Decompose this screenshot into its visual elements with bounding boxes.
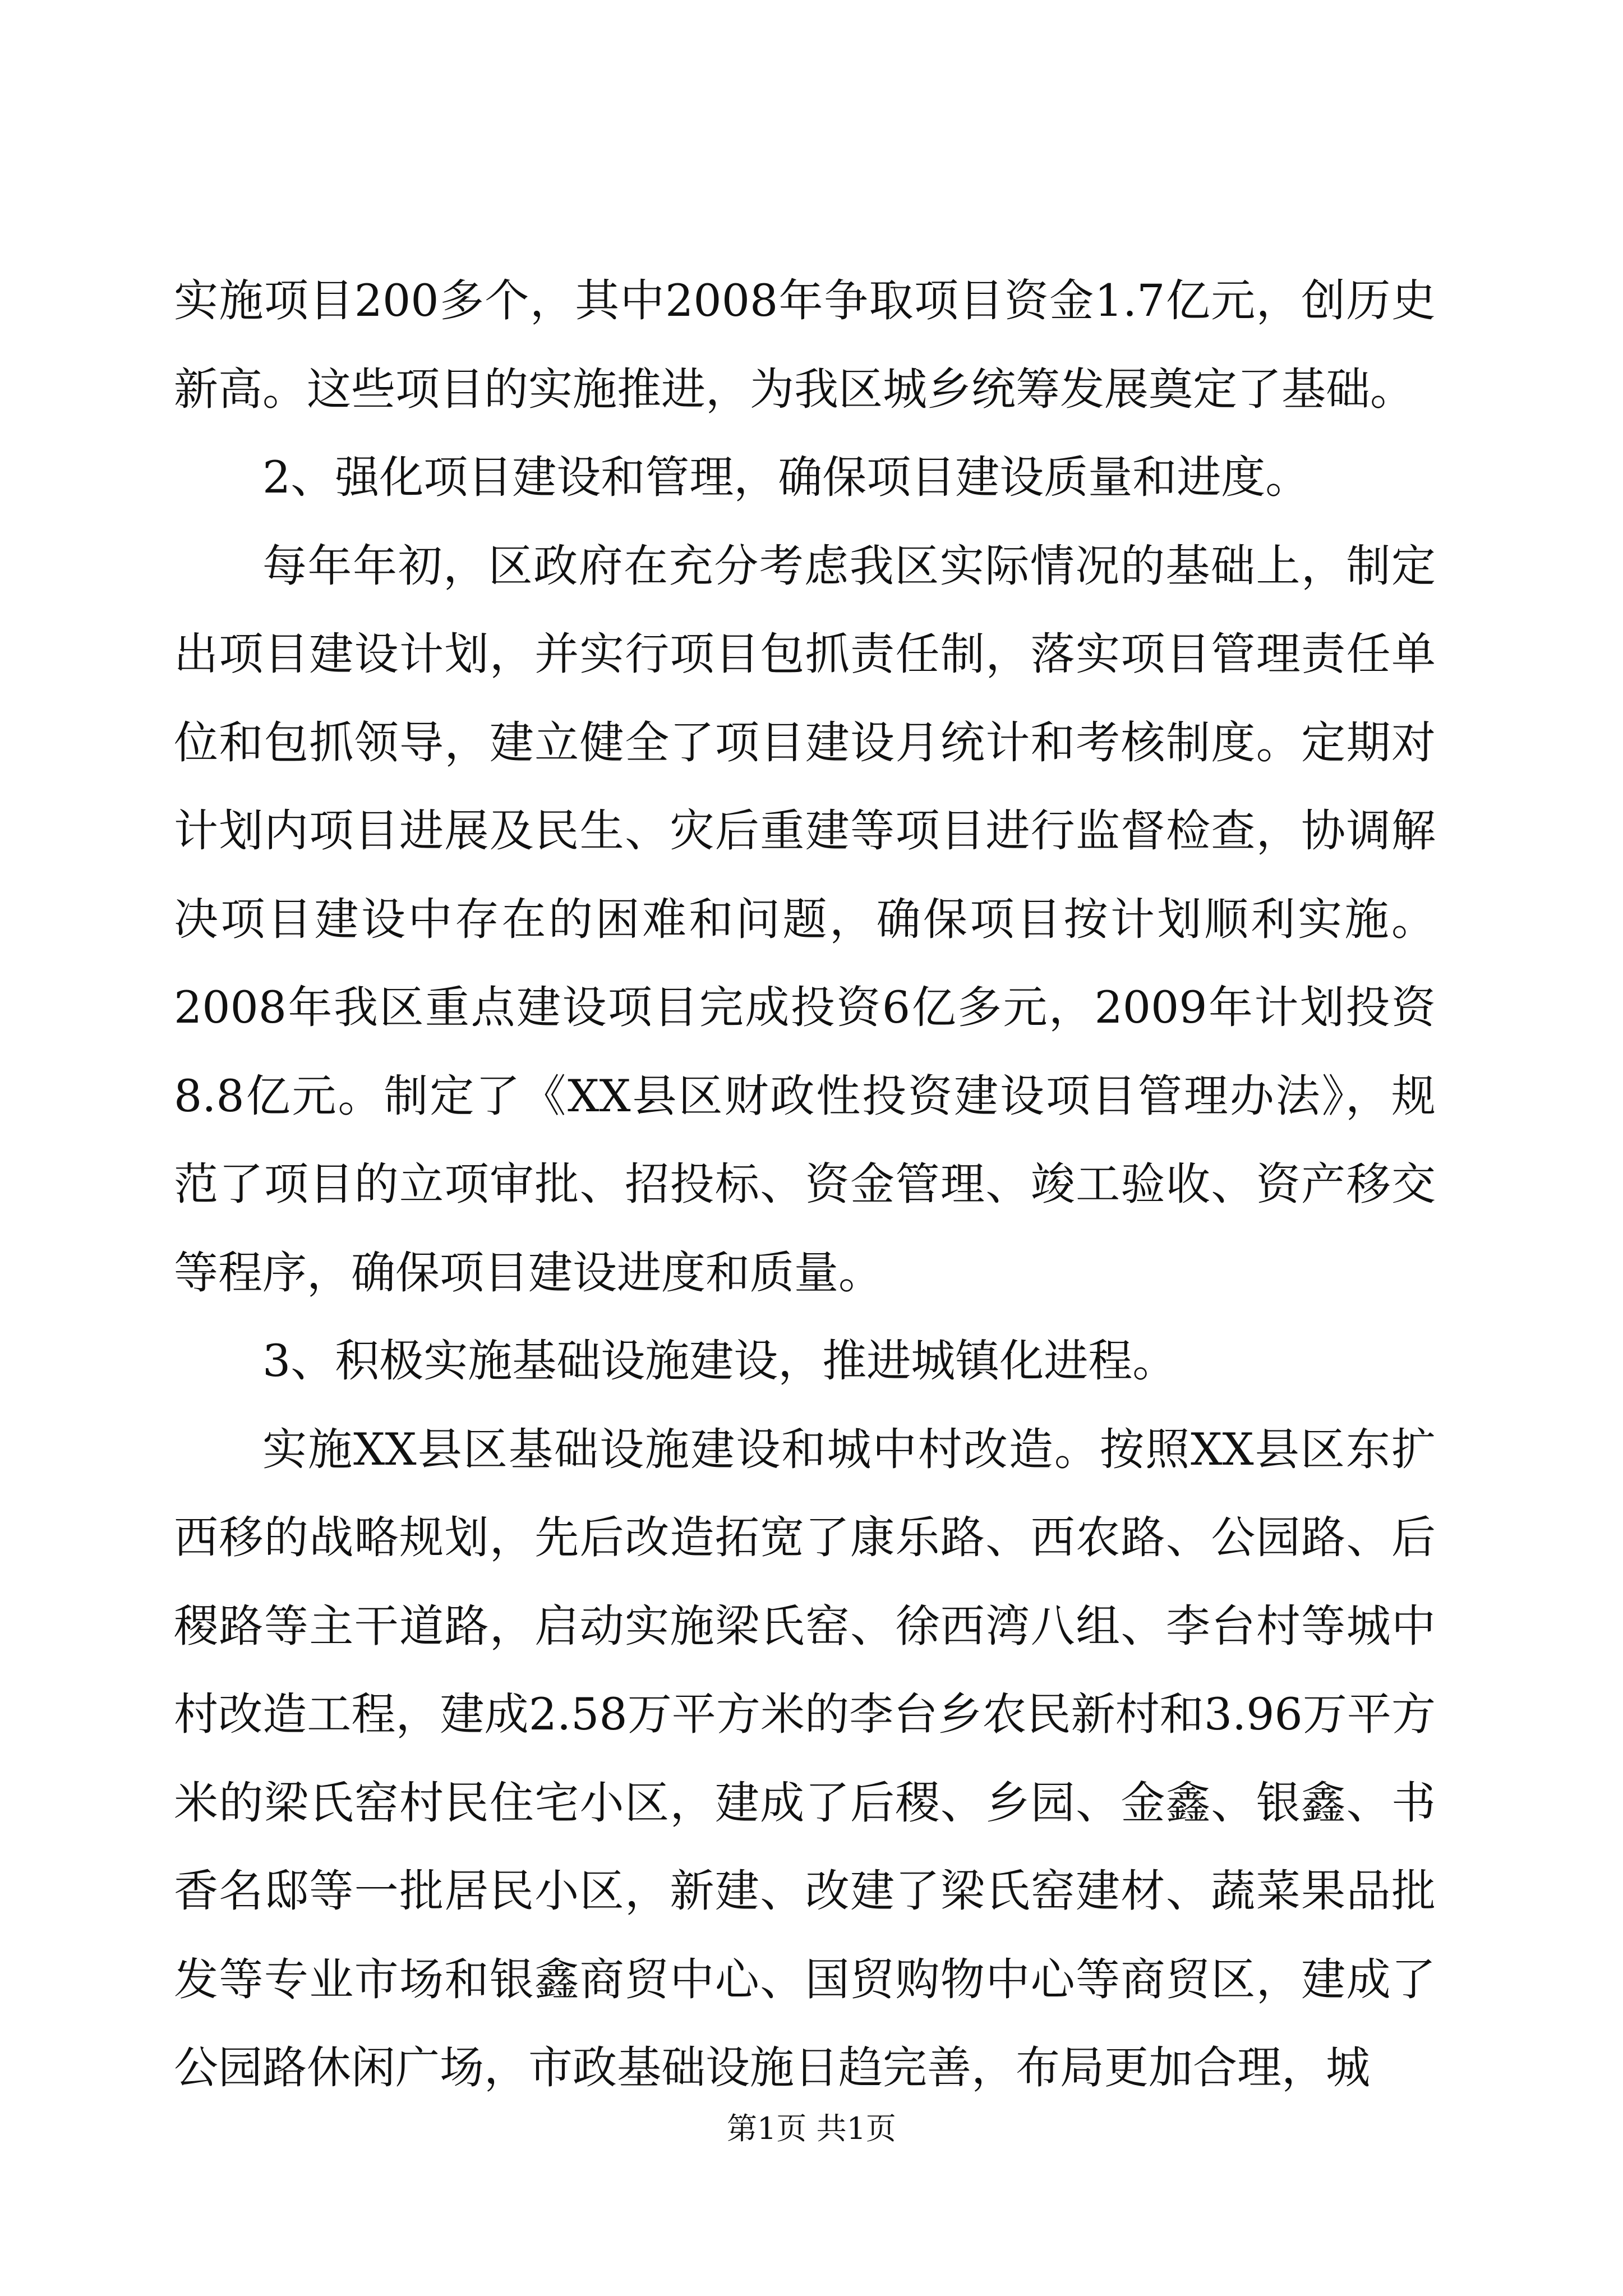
page-footer: 第1页 共1页 [727, 2111, 896, 2146]
section-heading-3: 3、积极实施基础设施建设，推进城镇化进程。 [262, 1335, 1177, 1387]
paragraph-5: 实施XX县区基础设施建设和城中村改造。按照XX县区东扩西移的战略规划，先后改造拓宽了康乐路、西农路、公园路、后稷路等主干道路，启动实施梁氏窑、徐西湾八组、李台村等城中村改造工程，建成2.58万平方米的李台乡农民新村和3.96万平方米的梁氏窑村民住宅小区，建成了后稷、乡园、金鑫、银鑫、书香名邸等一批居民小区，新建、改建了梁氏窑建材、蔬菜果品批发等专业市场和银鑫商贸中心、国贸购物中心等商贸区，建成了公园路休闲广场，市政基础设施日趋完善，布局更加合理，城 [174, 1423, 1436, 2093]
document-body [174, 257, 1436, 2113]
paragraph-3: 每年年初，区政府在充分考虑我区实际情况的基础上，制定出项目建设计划，并实行项目包抓责任制，落实项目管理责任单位和包抓领导，建立健全了项目建设月统计和考核制度。定期对计划内项目进展及民生、灾后重建等项目进行监督检查，协调解决项目建设中存在的困难和问题，确保项目按计划顺利实施。2008年我区重点建设项目完成投资6亿多元，2009年计划投资8.8亿元。制定了《XX县区财政性投资建设项目管理办法》，规范了项目的立项审批、招投标、资金管理、竣工验收、资产移交等程序，确保项目建设进度和质量。 [174, 540, 1436, 1299]
section-heading-2: 2、强化项目建设和管理，确保项目建设质量和进度。 [262, 452, 1310, 503]
paragraph-1: 实施项目200多个，其中2008年争取项目资金1.7亿元，创历史新高。这些项目的实施推进，为我区城乡统筹发展奠定了基础。 [174, 275, 1436, 415]
